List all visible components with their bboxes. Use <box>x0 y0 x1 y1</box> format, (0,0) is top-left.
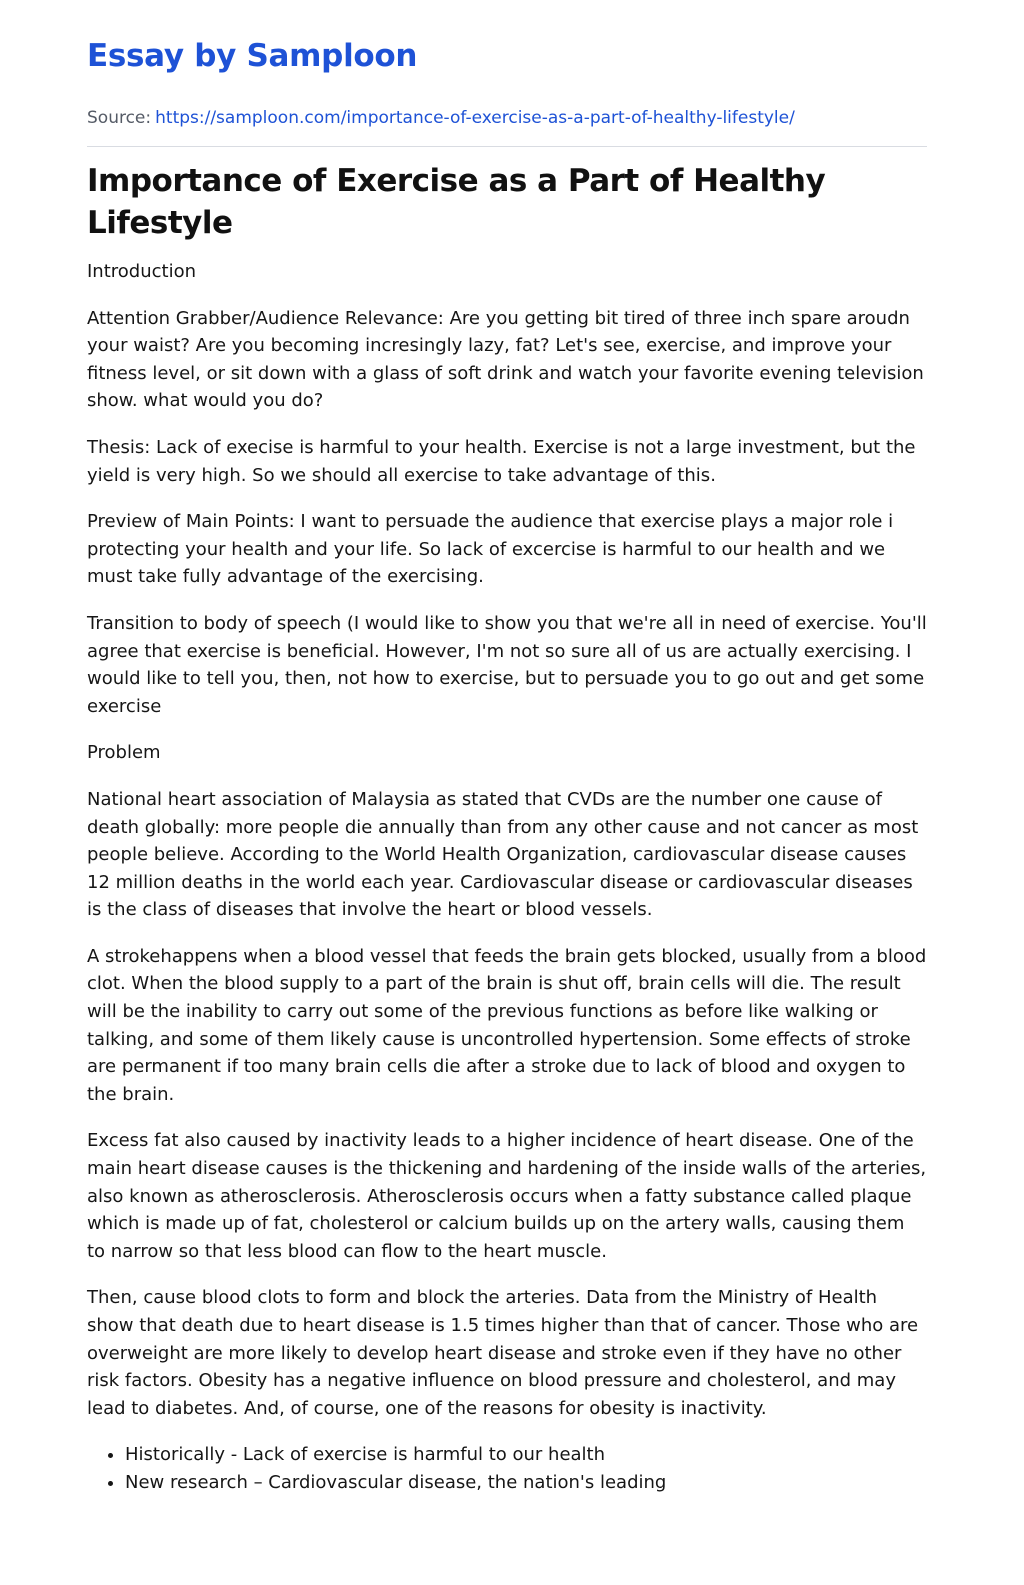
section-heading-introduction: Introduction <box>87 261 197 282</box>
paragraph-thesis: Thesis: Lack of execise is harmful to your health. Exercise is not a large investment, but the yield is very high. So we should all exercise to take advantage of this. <box>87 436 916 486</box>
paragraph-cvd: National heart association of Malaysia as stated that CVDs are the number one cause of death globally: more people die annually than from any other cause and not cancer as most people believe. According to the World Health Organization, cardiovascular disease causes 12 million deaths in the world each year. Cardiovascular disease or cardiovascular diseases is the class of diseases that involve the heart or blood vessels. <box>87 788 919 921</box>
paragraph-excess-fat: Excess fat also caused by inactivity leads to a higher incidence of heart disease. One of the main heart disease causes is the thickening and hardening of the inside walls of the arteries, also known as atherosclerosis. Atherosclerosis occurs when a fatty substance called plaque which is made up of fat, cholesterol or calcium builds up on the artery walls, causing them to narrow so that less blood can flow to the heart muscle. <box>87 1130 927 1262</box>
paragraph-stroke: A strokehappens when a blood vessel that feeds the brain gets blocked, usually from a blood clot. When the blood supply to a part of the brain is shut off, brain cells will die. The result will be the inability to carry out some of the previous functions as before like walking or talking, and some of them likely cause is uncontrolled hypertension. Some effects of stroke are permanent if too many brain cells die after a stroke due to lack of blood and oxygen to the brain. <box>87 945 927 1105</box>
paragraph-preview: Preview of Main Points: I want to persuade the audience that exercise plays a major role i protecting your health and your life. So lack of excercise is harmful to our health and we must take fully advantage of the exercising. <box>87 511 894 588</box>
bullet-list <box>87 1441 927 1496</box>
source-label: Source: <box>87 108 152 128</box>
essay-content <box>87 0 927 1497</box>
header-divider <box>87 146 927 147</box>
paragraph-attention-grabber: Attention Grabber/Audience Relevance: Are you getting bit tired of three inch spare aroudn your waist? Are you becoming incresingly lazy, fat? Let's see, exercise, and improve your fitness level, or sit down with a glass of soft drink and watch your favorite evening television show. what would you do? <box>87 307 924 412</box>
paragraph-transition: Transition to body of speech (I would like to show you that we're all in need of exercise. You'll agree that exercise is beneficial. However, I'm not so sure all of us are actually exercising. I would like to tell you, then, not how to exercise, but to persuade you to go out and get some exercise <box>87 612 927 717</box>
essay-title: Importance of Exercise as a Part of Healthy Lifestyle <box>87 163 826 241</box>
paragraph-blood-clots: Then, cause blood clots to form and block the arteries. Data from the Ministry of Health show that death due to heart disease is 1.5 times higher than that of cancer. Those who are overweight are more likely to develop heart disease and stroke even if they have no other risk factors. Obesity has a negative influence on blood pressure and cholesterol, and may lead to diabetes. And, of course, one of the reasons for obesity is inactivity. <box>87 1287 919 1419</box>
section-heading-problem: Problem <box>87 742 161 764</box>
source-line <box>87 107 927 129</box>
list-item: • Historically - Lack of exercise is harmful to our health <box>125 1441 927 1469</box>
source-link[interactable]: https://samploon.com/importance-of-exercise-as-a-part-of-healthy-lifestyle/ <box>155 108 795 128</box>
site-brand[interactable]: Essay by Samploon <box>87 38 418 74</box>
list-item: • New research – Cardiovascular disease, the nation's leading <box>125 1469 927 1497</box>
